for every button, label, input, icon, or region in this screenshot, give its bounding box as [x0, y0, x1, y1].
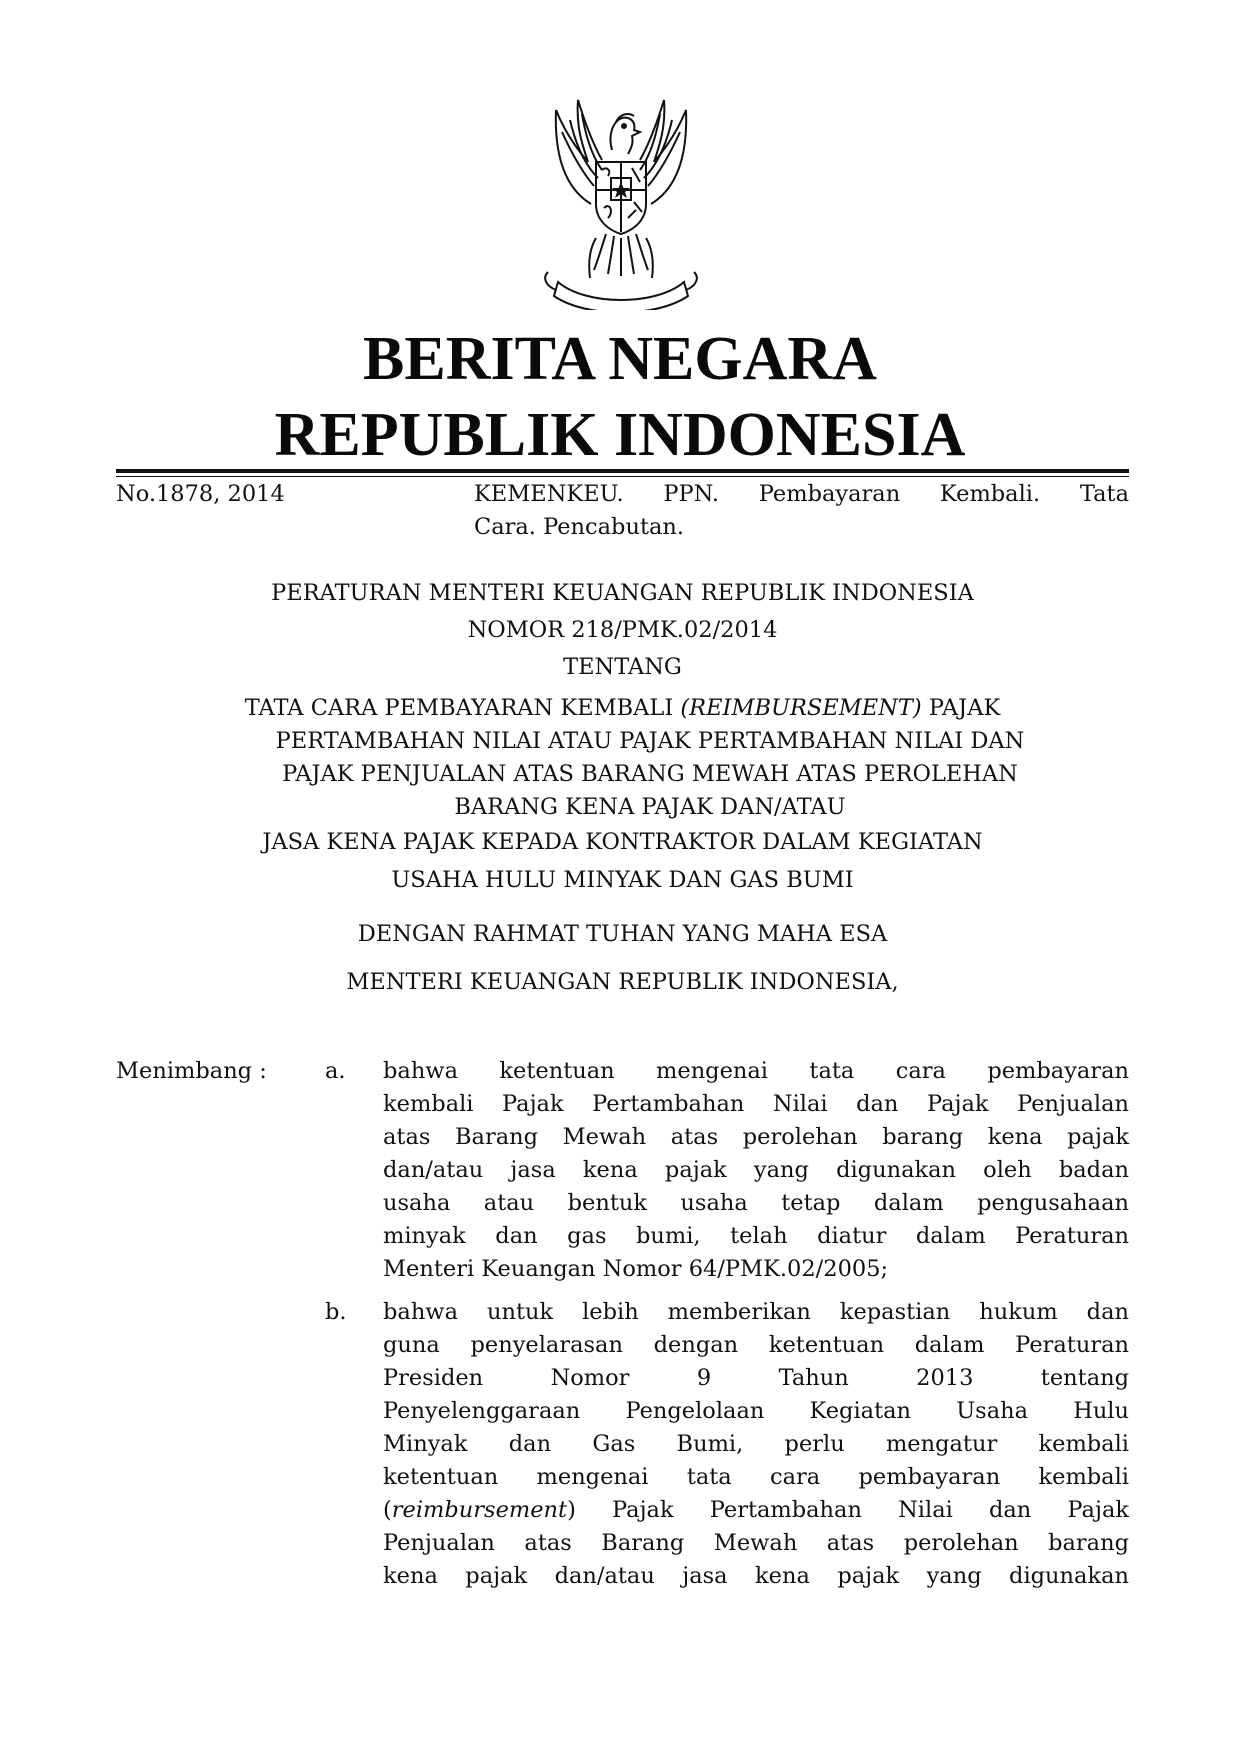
paren-close: ) — [567, 1497, 576, 1523]
regulation-about: TENTANG — [563, 654, 682, 680]
regulation-title-line6: USAHA HULU MINYAK DAN GAS BUMI — [391, 867, 854, 893]
garuda-emblem-icon — [516, 92, 726, 310]
regulation-title-line4: BARANG KENA PAJAK DAN/ATAU — [454, 794, 846, 820]
title-text-c: PAJAK — [921, 695, 1001, 721]
item-a-line: dan/atau jasa kena pajak yang digunakan oleh badan — [383, 1157, 1129, 1183]
invocation: DENGAN RAHMAT TUHAN YANG MAHA ESA — [357, 921, 888, 947]
item-b-line: Minyak dan Gas Bumi, perlu mengatur kembali — [383, 1431, 1129, 1457]
item-a-line: usaha atau bentuk usaha tetap dalam pengusahaan — [383, 1190, 1129, 1216]
item-b-line-rest: Pajak Pertambahan Nilai dan Pajak — [612, 1497, 1129, 1523]
reimbursement-italic: reimbursement — [391, 1497, 568, 1523]
regulation-number: NOMOR 218/PMK.02/2014 — [467, 617, 778, 643]
item-a-paragraph — [383, 1055, 1129, 1286]
regulation-title-line2: PERTAMBAHAN NILAI ATAU PAJAK PERTAMBAHAN NILAI DAN — [275, 728, 1025, 754]
regulation-title-line3: PAJAK PENJUALAN ATAS BARANG MEWAH ATAS PEROLEHAN — [282, 761, 1018, 787]
item-b-line-reimbursement — [383, 1494, 1129, 1527]
item-b-paragraph — [383, 1296, 1129, 1593]
item-a-line: bahwa ketentuan mengenai tata cara pembayaran — [383, 1058, 1129, 1084]
regulation-title-line1 — [116, 692, 1129, 725]
item-a-line: minyak dan gas bumi, telah diatur dalam Peraturan — [383, 1223, 1129, 1249]
item-b-line: guna penyelarasan dengan ketentuan dalam Peraturan — [383, 1332, 1129, 1358]
item-b-line: kena pajak dan/atau jasa kena pajak yang digunakan — [383, 1563, 1129, 1589]
title-text-italic: (REIMBURSEMENT) — [680, 695, 922, 721]
gazette-subject-line1: KEMENKEU. PPN. Pembayaran Kembali. Tata — [474, 481, 1129, 507]
regulation-title-line5: JASA KENA PAJAK KEPADA KONTRAKTOR DALAM KEGIATAN — [262, 829, 983, 855]
item-b-line: Penjualan atas Barang Mewah atas perolehan barang — [383, 1530, 1129, 1556]
considering-label: Menimbang : — [116, 1058, 267, 1084]
item-b-line: Presiden Nomor 9 Tahun 2013 tentang — [383, 1365, 1129, 1391]
gazette-number: No.1878, 2014 — [116, 481, 285, 507]
item-a-marker: a. — [325, 1058, 346, 1084]
item-b-marker: b. — [325, 1299, 347, 1325]
header-rule-thick — [116, 469, 1129, 473]
masthead-subtitle: REPUBLIK INDONESIA — [274, 401, 966, 469]
item-a-line: atas Barang Mewah atas perolehan barang kena pajak — [383, 1124, 1129, 1150]
minister-heading: MENTERI KEUANGAN REPUBLIK INDONESIA, — [346, 969, 899, 995]
header-rule-thin — [116, 476, 1129, 477]
gazette-subject-line2: Cara. Pencabutan. — [474, 514, 685, 540]
item-b-line: ketentuan mengenai tata cara pembayaran kembali — [383, 1464, 1129, 1490]
regulation-issuer: PERATURAN MENTERI KEUANGAN REPUBLIK INDONESIA — [271, 580, 974, 606]
item-a-line: Menteri Keuangan Nomor 64/PMK.02/2005; — [383, 1256, 889, 1282]
masthead-title: BERITA NEGARA — [363, 325, 877, 393]
item-b-line: bahwa untuk lebih memberikan kepastian hukum dan — [383, 1299, 1129, 1325]
title-text-a: TATA CARA PEMBAYARAN KEMBALI — [244, 695, 681, 721]
paren-open: ( — [383, 1497, 392, 1523]
item-a-line: kembali Pajak Pertambahan Nilai dan Pajak Penjualan — [383, 1091, 1129, 1117]
item-b-line: Penyelenggaraan Pengelolaan Kegiatan Usaha Hulu — [383, 1398, 1129, 1424]
